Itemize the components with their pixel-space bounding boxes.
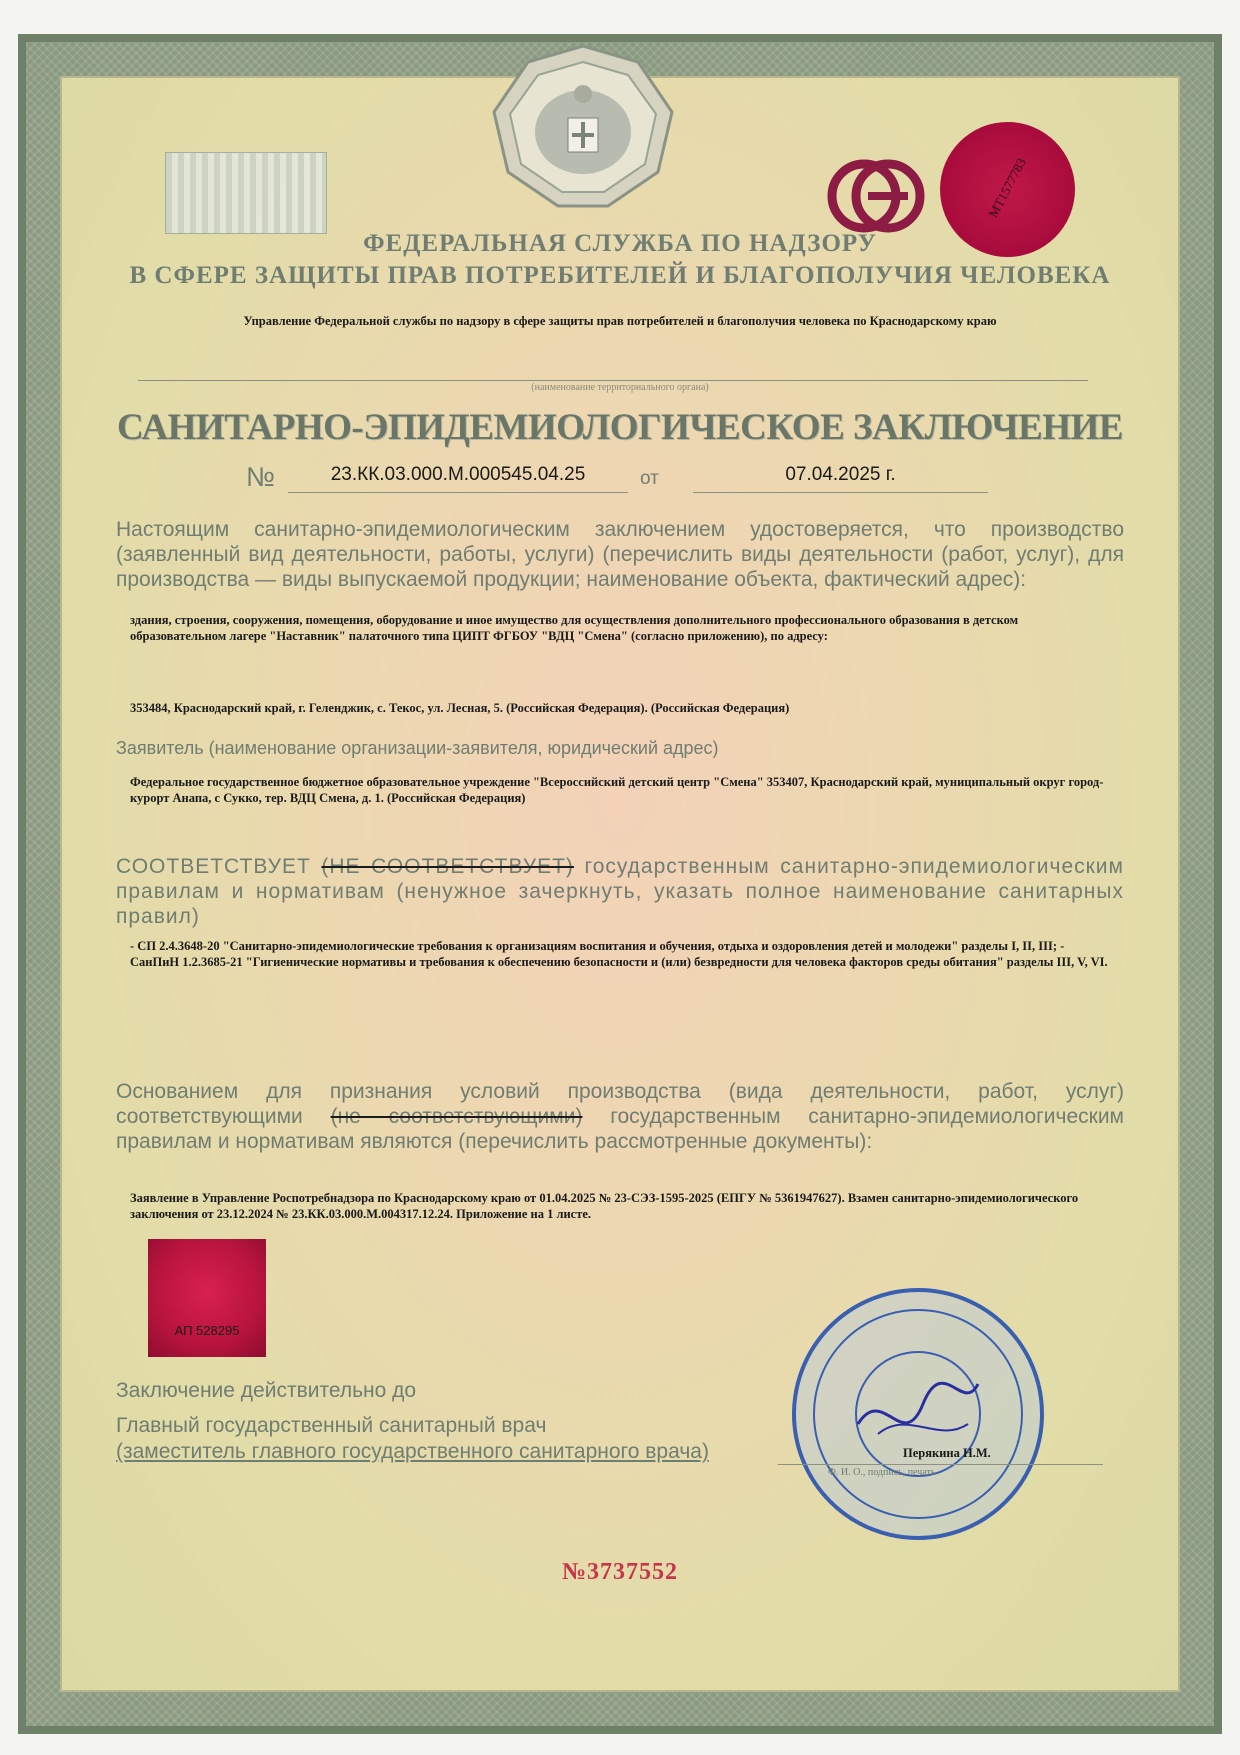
coat-of-arms-emblem (488, 42, 678, 212)
official-round-stamp (788, 1284, 1048, 1544)
document-date: 07.04.2025 г. (785, 464, 896, 485)
header-line-2: В СФЕРЕ ЗАЩИТЫ ПРАВ ПОТРЕБИТЕЛЕЙ И БЛАГОПОЛУЧИЯ ЧЕЛОВЕКА (129, 262, 1111, 289)
object-address: 353484, Краснодарский край, г. Геленджик, с. Текос, ул. Лесная, 5. (Российская Федерация). (Российская Федерация) (130, 701, 790, 715)
intro-paragraph: Настоящим санитарно-эпидемиологическим заключением удостоверяется, что производство (заявленный вид деятельности, работы, услуги) (перечислить виды деятельности (работ, услуг), для производства — виды выпускаемой продукции; наименование объекта, фактический адрес): (116, 518, 1124, 591)
form-serial-number: №3737552 (561, 1559, 679, 1585)
conform-rest: государственным санитарно-эпидемиологическим правилам и нормативам (ненужное зачеркнуть, указать полное наименование санитарных правил) (116, 855, 1124, 928)
conform-struck: (НЕ СООТВЕТСТВУЕТ) (321, 855, 574, 878)
applicant-label: Заявитель (наименование организации-заявителя, юридический адрес) (116, 738, 719, 758)
date-prefix: от (640, 468, 659, 489)
number-rule (288, 492, 628, 493)
basis-documents: Заявление в Управление Роспотребнадзора по Краснодарскому краю от 01.04.2025 № 23-СЭЗ-1595-2025 (ЕПГУ № 5361947627). Взамен санитарно-эпидемиологического заключения от 23.12.2024 № 23.КК.03.000.М.004317.12.24. Приложение на 1 листе. (130, 1191, 1079, 1221)
territorial-agency: Управление Федеральной службы по надзору в сфере защиты прав потребителей и благополучия человека по Краснодарскому краю (243, 314, 997, 328)
bottom-hologram-seal (148, 1239, 266, 1357)
chief-doctor-label: Главный государственный санитарный врач (116, 1414, 547, 1437)
basis-text-b: государственным санитарно-эпидемиологическим правилам и нормативам являются (перечислить рассмотренные документы): (116, 1105, 1124, 1153)
basis-struck: (не соответствующими) (330, 1105, 583, 1128)
deputy-doctor-label: (заместитель главного государственного санитарного врача) (116, 1440, 709, 1463)
se-mark-icon (824, 156, 928, 236)
valid-until-label: Заключение действительно до (116, 1379, 417, 1402)
signature-rule (778, 1464, 1103, 1465)
agency-rule (138, 380, 1088, 381)
document-title: САНИТАРНО-ЭПИДЕМИОЛОГИЧЕСКОЕ ЗАКЛЮЧЕНИЕ (117, 407, 1123, 448)
hologram-sticker (165, 152, 327, 234)
conformity-paragraph (116, 854, 1124, 929)
basis-paragraph (116, 1079, 1124, 1154)
object-description: здания, строения, сооружения, помещения, оборудование и иное имущество для осуществления дополнительного профессионального образования в детском образовательном лагере "Наставник" палаточного типа ЦИПТ ФГБОУ "ВДЦ "Смена" (согласно приложению), по адресу: (130, 613, 1019, 643)
signature-caption: Ф. И. О., подпись, печать (828, 1467, 936, 1478)
applicant-details: Федеральное государственное бюджетное образовательное учреждение "Всероссийский детский центр "Смена" 353407, Краснодарский край, муниципальный округ город-курорт Анапа, с Сукко, тер. ВДЦ Смена, д. 1. (Российская Федерация) (130, 775, 1104, 805)
number-sign: № (246, 462, 275, 492)
basis-text-a: Основанием для признания условий производства (вида деятельности, работ, услуг) соответствующими (116, 1080, 1124, 1128)
date-rule (693, 492, 988, 493)
top-seal-number: МТ1577783 (985, 155, 1029, 220)
certificate-sheet (18, 34, 1222, 1734)
document-number: 23.КК.03.000.М.000545.04.25 (330, 464, 586, 485)
agency-caption: (наименование территориального органа) (531, 382, 709, 393)
signer-name: Перякина Н.М. (903, 1446, 991, 1460)
header-line-1: ФЕДЕРАЛЬНАЯ СЛУЖБА ПО НАДЗОРУ (363, 230, 877, 257)
sanitary-rules: - СП 2.4.3648-20 "Санитарно-эпидемиологические требования к организациям воспитания и обучения, отдыха и оздоровления детей и молодежи" разделы I, II, III; - СанПиН 1.2.3685-21 "Гигиенические нормативы и требования к обеспечению безопасности и (или) безвредности для человека факторов среды обитания" разделы III, V, VI. (130, 939, 1108, 969)
conform-word: СООТВЕТСТВУЕТ (116, 855, 311, 878)
hologram-number: АП 528295 (174, 1323, 240, 1338)
